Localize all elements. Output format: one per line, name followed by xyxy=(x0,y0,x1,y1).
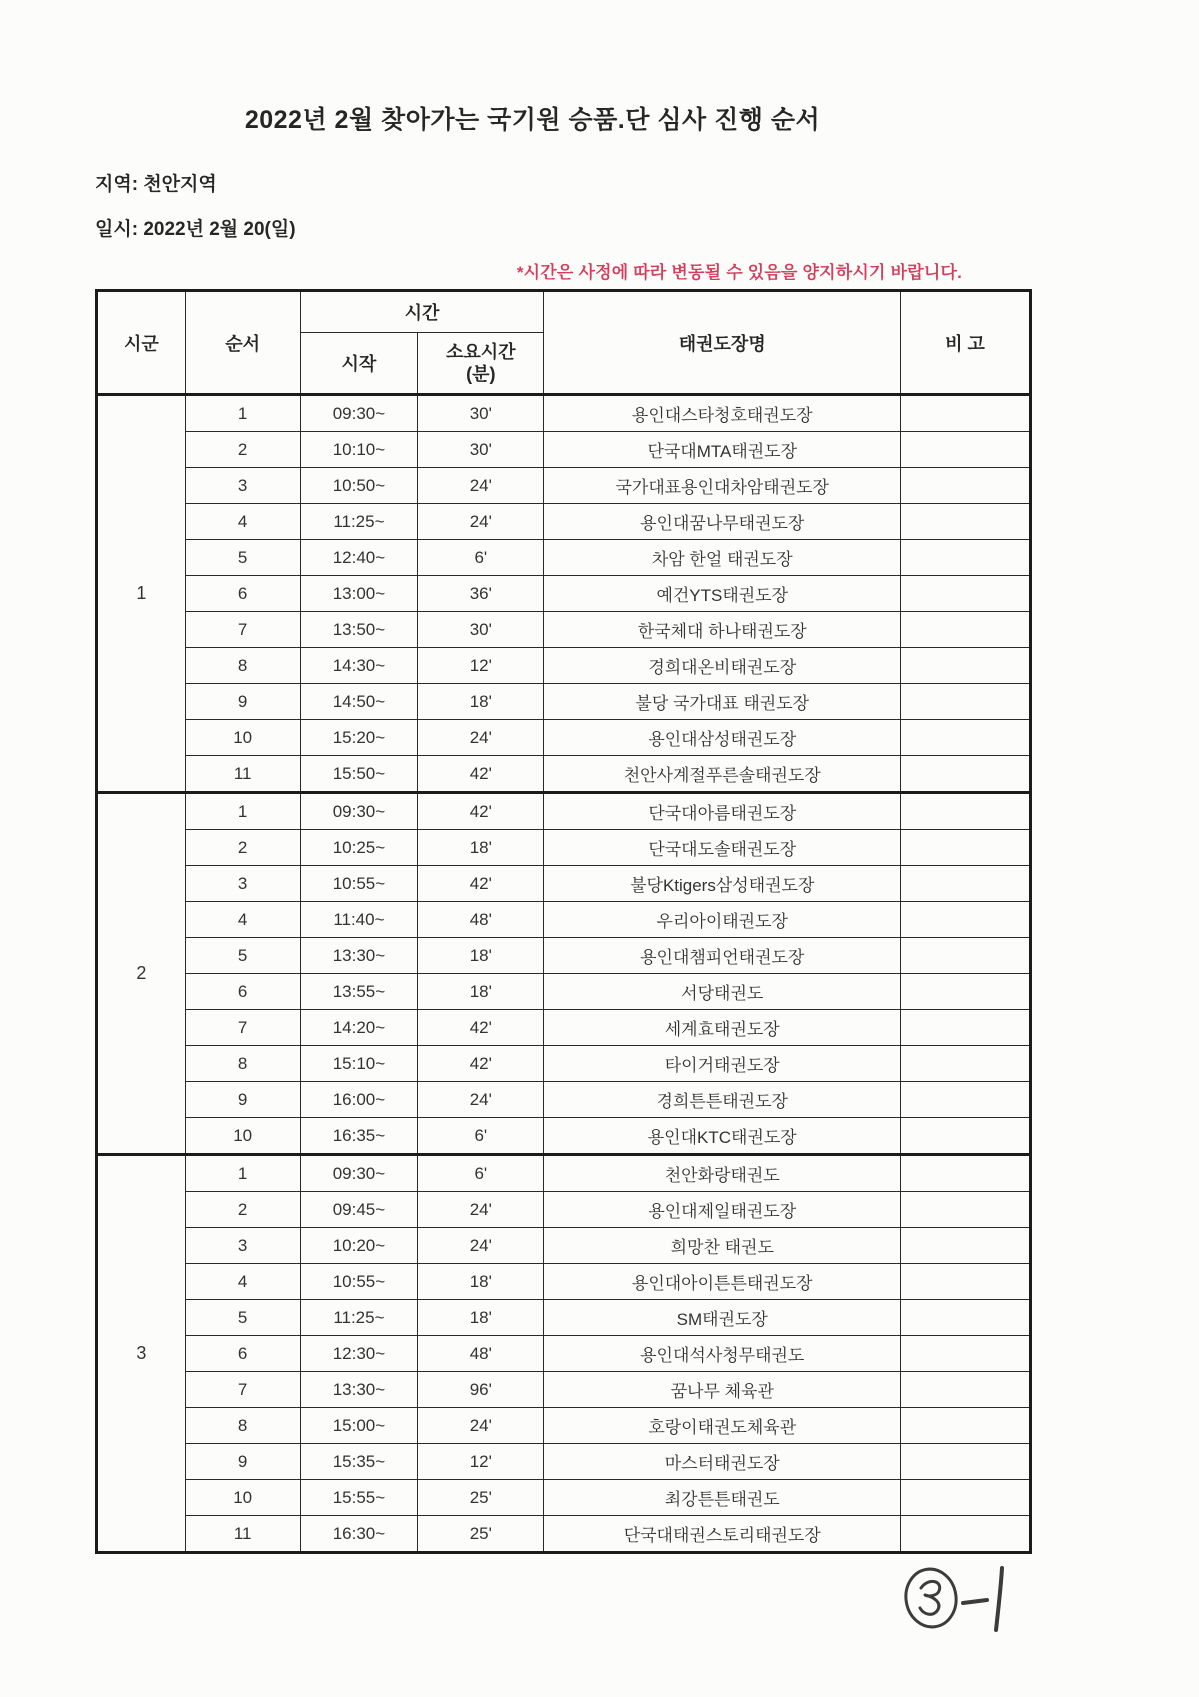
remarks-cell xyxy=(901,1228,1031,1264)
schedule-row xyxy=(97,1516,1031,1553)
handwritten-mark-drawing xyxy=(898,1550,1023,1650)
gym-name-cell: 경희대온비태권도장 xyxy=(544,648,901,684)
duration-cell: 12' xyxy=(418,1444,544,1480)
schedule-table-body xyxy=(97,395,1031,1553)
gym-name-cell: 우리아이태권도장 xyxy=(544,902,901,938)
start-time-cell: 13:50~ xyxy=(300,612,418,648)
header-gym-name: 태권도장명 xyxy=(544,291,901,395)
gym-name-cell: 용인대아이튼튼태권도장 xyxy=(544,1264,901,1300)
gym-name-cell: 용인대삼성태권도장 xyxy=(544,720,901,756)
order-cell: 1 xyxy=(185,1155,300,1192)
header-duration xyxy=(418,333,544,395)
remarks-cell xyxy=(901,756,1031,793)
gym-name-cell: 최강튼튼태권도 xyxy=(544,1480,901,1516)
start-time-cell: 15:55~ xyxy=(300,1480,418,1516)
duration-cell: 42' xyxy=(418,756,544,793)
gym-name-cell: 타이거태권도장 xyxy=(544,1046,901,1082)
duration-cell: 18' xyxy=(418,938,544,974)
order-cell: 8 xyxy=(185,648,300,684)
start-time-cell: 16:30~ xyxy=(300,1516,418,1553)
gym-name-cell: 한국체대 하나태권도장 xyxy=(544,612,901,648)
gym-name-cell: 국가대표용인대차암태권도장 xyxy=(544,468,901,504)
start-time-cell: 10:20~ xyxy=(300,1228,418,1264)
header-time: 시간 xyxy=(300,291,544,333)
header-remarks: 비 고 xyxy=(901,291,1031,395)
schedule-row xyxy=(97,540,1031,576)
start-time-cell: 13:30~ xyxy=(300,1372,418,1408)
order-cell: 5 xyxy=(185,1300,300,1336)
remarks-cell xyxy=(901,866,1031,902)
order-cell: 1 xyxy=(185,793,300,830)
region-line: 지역: 천안지역 xyxy=(95,174,217,195)
duration-cell: 36' xyxy=(418,576,544,612)
gym-name-cell: 꿈나무 체육관 xyxy=(544,1372,901,1408)
start-time-cell: 15:00~ xyxy=(300,1408,418,1444)
start-time-cell: 12:30~ xyxy=(300,1336,418,1372)
order-cell: 5 xyxy=(185,540,300,576)
remarks-cell xyxy=(901,938,1031,974)
schedule-row xyxy=(97,720,1031,756)
order-cell: 5 xyxy=(185,938,300,974)
duration-cell: 18' xyxy=(418,974,544,1010)
schedule-row xyxy=(97,830,1031,866)
header-sigun: 시군 xyxy=(97,291,186,395)
remarks-cell xyxy=(901,1480,1031,1516)
duration-cell: 30' xyxy=(418,395,544,432)
date-line: 일시: 2022년 2월 20(일) xyxy=(95,219,296,240)
schedule-table-header xyxy=(97,291,1031,395)
gym-name-cell: 경희튼튼태권도장 xyxy=(544,1082,901,1118)
gym-name-cell: 희망찬 태권도 xyxy=(544,1228,901,1264)
gym-name-cell: 불당Ktigers삼성태권도장 xyxy=(544,866,901,902)
sigun-group-cell: 2 xyxy=(97,793,186,1155)
start-time-cell: 11:25~ xyxy=(300,1300,418,1336)
schedule-row xyxy=(97,1118,1031,1155)
duration-cell: 42' xyxy=(418,1010,544,1046)
order-cell: 11 xyxy=(185,756,300,793)
remarks-cell xyxy=(901,1336,1031,1372)
start-time-cell: 11:40~ xyxy=(300,902,418,938)
duration-cell: 6' xyxy=(418,540,544,576)
start-time-cell: 14:50~ xyxy=(300,684,418,720)
schedule-row xyxy=(97,1444,1031,1480)
schedule-row xyxy=(97,1228,1031,1264)
schedule-row xyxy=(97,1192,1031,1228)
start-time-cell: 11:25~ xyxy=(300,504,418,540)
start-time-cell: 09:30~ xyxy=(300,395,418,432)
remarks-cell xyxy=(901,684,1031,720)
remarks-cell xyxy=(901,793,1031,830)
gym-name-cell: 마스터태권도장 xyxy=(544,1444,901,1480)
schedule-row xyxy=(97,432,1031,468)
start-time-cell: 13:55~ xyxy=(300,974,418,1010)
duration-cell: 48' xyxy=(418,902,544,938)
gym-name-cell: 세계효태권도장 xyxy=(544,1010,901,1046)
remarks-cell xyxy=(901,1118,1031,1155)
remarks-cell xyxy=(901,1408,1031,1444)
duration-cell: 18' xyxy=(418,1300,544,1336)
sigun-group-cell: 1 xyxy=(97,395,186,793)
header-duration-line1: 소요시간 xyxy=(446,341,516,362)
schedule-row xyxy=(97,1480,1031,1516)
order-cell: 2 xyxy=(185,1192,300,1228)
order-cell: 8 xyxy=(185,1046,300,1082)
schedule-row xyxy=(97,1264,1031,1300)
gym-name-cell: 호랑이태권도체육관 xyxy=(544,1408,901,1444)
gym-name-cell: 단국대태권스토리태권도장 xyxy=(544,1516,901,1553)
gym-name-cell: SM태권도장 xyxy=(544,1300,901,1336)
duration-cell: 24' xyxy=(418,1228,544,1264)
remarks-cell xyxy=(901,1155,1031,1192)
remarks-cell xyxy=(901,648,1031,684)
schedule-row xyxy=(97,902,1031,938)
order-cell: 11 xyxy=(185,1516,300,1553)
schedule-row xyxy=(97,793,1031,830)
duration-cell: 25' xyxy=(418,1516,544,1553)
remarks-cell xyxy=(901,504,1031,540)
remarks-cell xyxy=(901,432,1031,468)
header-order: 순서 xyxy=(185,291,300,395)
order-cell: 7 xyxy=(185,612,300,648)
order-cell: 2 xyxy=(185,432,300,468)
schedule-row xyxy=(97,684,1031,720)
gym-name-cell: 단국대도솔태권도장 xyxy=(544,830,901,866)
duration-cell: 24' xyxy=(418,1408,544,1444)
remarks-cell xyxy=(901,540,1031,576)
order-cell: 6 xyxy=(185,1336,300,1372)
start-time-cell: 12:40~ xyxy=(300,540,418,576)
start-time-cell: 13:30~ xyxy=(300,938,418,974)
schedule-row xyxy=(97,938,1031,974)
remarks-cell xyxy=(901,974,1031,1010)
start-time-cell: 09:30~ xyxy=(300,793,418,830)
remarks-cell xyxy=(901,1516,1031,1553)
start-time-cell: 14:30~ xyxy=(300,648,418,684)
remarks-cell xyxy=(901,720,1031,756)
order-cell: 10 xyxy=(185,1480,300,1516)
order-cell: 7 xyxy=(185,1372,300,1408)
remarks-cell xyxy=(901,468,1031,504)
sigun-group-cell: 3 xyxy=(97,1155,186,1553)
handwritten-mark xyxy=(898,1550,1023,1650)
duration-cell: 25' xyxy=(418,1480,544,1516)
duration-cell: 6' xyxy=(418,1155,544,1192)
remarks-cell xyxy=(901,1192,1031,1228)
duration-cell: 24' xyxy=(418,504,544,540)
start-time-cell: 15:35~ xyxy=(300,1444,418,1480)
remarks-cell xyxy=(901,902,1031,938)
duration-cell: 30' xyxy=(418,612,544,648)
schedule-row xyxy=(97,1408,1031,1444)
start-time-cell: 14:20~ xyxy=(300,1010,418,1046)
schedule-row xyxy=(97,756,1031,793)
remarks-cell xyxy=(901,1010,1031,1046)
gym-name-cell: 용인대석사청무태권도 xyxy=(544,1336,901,1372)
schedule-row xyxy=(97,866,1031,902)
duration-cell: 18' xyxy=(418,830,544,866)
gym-name-cell: 용인대꿈나무태권도장 xyxy=(544,504,901,540)
order-cell: 9 xyxy=(185,684,300,720)
order-cell: 6 xyxy=(185,576,300,612)
order-cell: 3 xyxy=(185,468,300,504)
header-start-time: 시작 xyxy=(300,333,418,395)
schedule-row xyxy=(97,1155,1031,1192)
order-cell: 3 xyxy=(185,866,300,902)
start-time-cell: 10:55~ xyxy=(300,1264,418,1300)
schedule-row xyxy=(97,468,1031,504)
order-cell: 10 xyxy=(185,1118,300,1155)
schedule-row xyxy=(97,612,1031,648)
schedule-table xyxy=(95,289,1032,1554)
remarks-cell xyxy=(901,1300,1031,1336)
duration-cell: 30' xyxy=(418,432,544,468)
order-cell: 6 xyxy=(185,974,300,1010)
start-time-cell: 15:10~ xyxy=(300,1046,418,1082)
start-time-cell: 10:25~ xyxy=(300,830,418,866)
gym-name-cell: 용인대KTC태권도장 xyxy=(544,1118,901,1155)
start-time-cell: 10:50~ xyxy=(300,468,418,504)
schedule-row xyxy=(97,1336,1031,1372)
remarks-cell xyxy=(901,1444,1031,1480)
schedule-change-notice: *시간은 사정에 따라 변동될 수 있음을 양지하시기 바랍니다. xyxy=(516,263,962,282)
schedule-row xyxy=(97,576,1031,612)
start-time-cell: 15:20~ xyxy=(300,720,418,756)
remarks-cell xyxy=(901,395,1031,432)
gym-name-cell: 예건YTS태권도장 xyxy=(544,576,901,612)
schedule-row xyxy=(97,1372,1031,1408)
schedule-row xyxy=(97,504,1031,540)
gym-name-cell: 단국대아름태권도장 xyxy=(544,793,901,830)
gym-name-cell: 서당태권도 xyxy=(544,974,901,1010)
duration-cell: 12' xyxy=(418,648,544,684)
start-time-cell: 09:45~ xyxy=(300,1192,418,1228)
duration-cell: 42' xyxy=(418,1046,544,1082)
gym-name-cell: 불당 국가대표 태권도장 xyxy=(544,684,901,720)
schedule-row xyxy=(97,1010,1031,1046)
start-time-cell: 09:30~ xyxy=(300,1155,418,1192)
order-cell: 10 xyxy=(185,720,300,756)
page-title: 2022년 2월 찾아가는 국기원 승품.단 심사 진행 순서 xyxy=(244,106,821,134)
order-cell: 1 xyxy=(185,395,300,432)
schedule-row xyxy=(97,648,1031,684)
start-time-cell: 15:50~ xyxy=(300,756,418,793)
schedule-row xyxy=(97,1300,1031,1336)
start-time-cell: 13:00~ xyxy=(300,576,418,612)
remarks-cell xyxy=(901,1264,1031,1300)
duration-cell: 48' xyxy=(418,1336,544,1372)
gym-name-cell: 천안화랑태권도 xyxy=(544,1155,901,1192)
header-duration-line2: (분) xyxy=(466,364,496,384)
order-cell: 9 xyxy=(185,1444,300,1480)
gym-name-cell: 단국대MTA태권도장 xyxy=(544,432,901,468)
gym-name-cell: 용인대제일태권도장 xyxy=(544,1192,901,1228)
start-time-cell: 16:00~ xyxy=(300,1082,418,1118)
gym-name-cell: 용인대챔피언태권도장 xyxy=(544,938,901,974)
remarks-cell xyxy=(901,612,1031,648)
start-time-cell: 10:55~ xyxy=(300,866,418,902)
remarks-cell xyxy=(901,1082,1031,1118)
duration-cell: 24' xyxy=(418,720,544,756)
order-cell: 2 xyxy=(185,830,300,866)
order-cell: 4 xyxy=(185,504,300,540)
duration-cell: 18' xyxy=(418,684,544,720)
document-content xyxy=(95,0,1032,1554)
schedule-row xyxy=(97,395,1031,432)
order-cell: 4 xyxy=(185,902,300,938)
order-cell: 7 xyxy=(185,1010,300,1046)
duration-cell: 24' xyxy=(418,1192,544,1228)
order-cell: 3 xyxy=(185,1228,300,1264)
schedule-row xyxy=(97,1082,1031,1118)
remarks-cell xyxy=(901,1046,1031,1082)
schedule-row xyxy=(97,974,1031,1010)
remarks-cell xyxy=(901,1372,1031,1408)
duration-cell: 42' xyxy=(418,866,544,902)
duration-cell: 24' xyxy=(418,1082,544,1118)
order-cell: 9 xyxy=(185,1082,300,1118)
duration-cell: 96' xyxy=(418,1372,544,1408)
duration-cell: 42' xyxy=(418,793,544,830)
remarks-cell xyxy=(901,576,1031,612)
gym-name-cell: 차암 한얼 태권도장 xyxy=(544,540,901,576)
start-time-cell: 16:35~ xyxy=(300,1118,418,1155)
gym-name-cell: 용인대스타청호태권도장 xyxy=(544,395,901,432)
order-cell: 4 xyxy=(185,1264,300,1300)
remarks-cell xyxy=(901,830,1031,866)
gym-name-cell: 천안사계절푸른솔태권도장 xyxy=(544,756,901,793)
duration-cell: 18' xyxy=(418,1264,544,1300)
start-time-cell: 10:10~ xyxy=(300,432,418,468)
duration-cell: 24' xyxy=(418,468,544,504)
schedule-row xyxy=(97,1046,1031,1082)
order-cell: 8 xyxy=(185,1408,300,1444)
duration-cell: 6' xyxy=(418,1118,544,1155)
